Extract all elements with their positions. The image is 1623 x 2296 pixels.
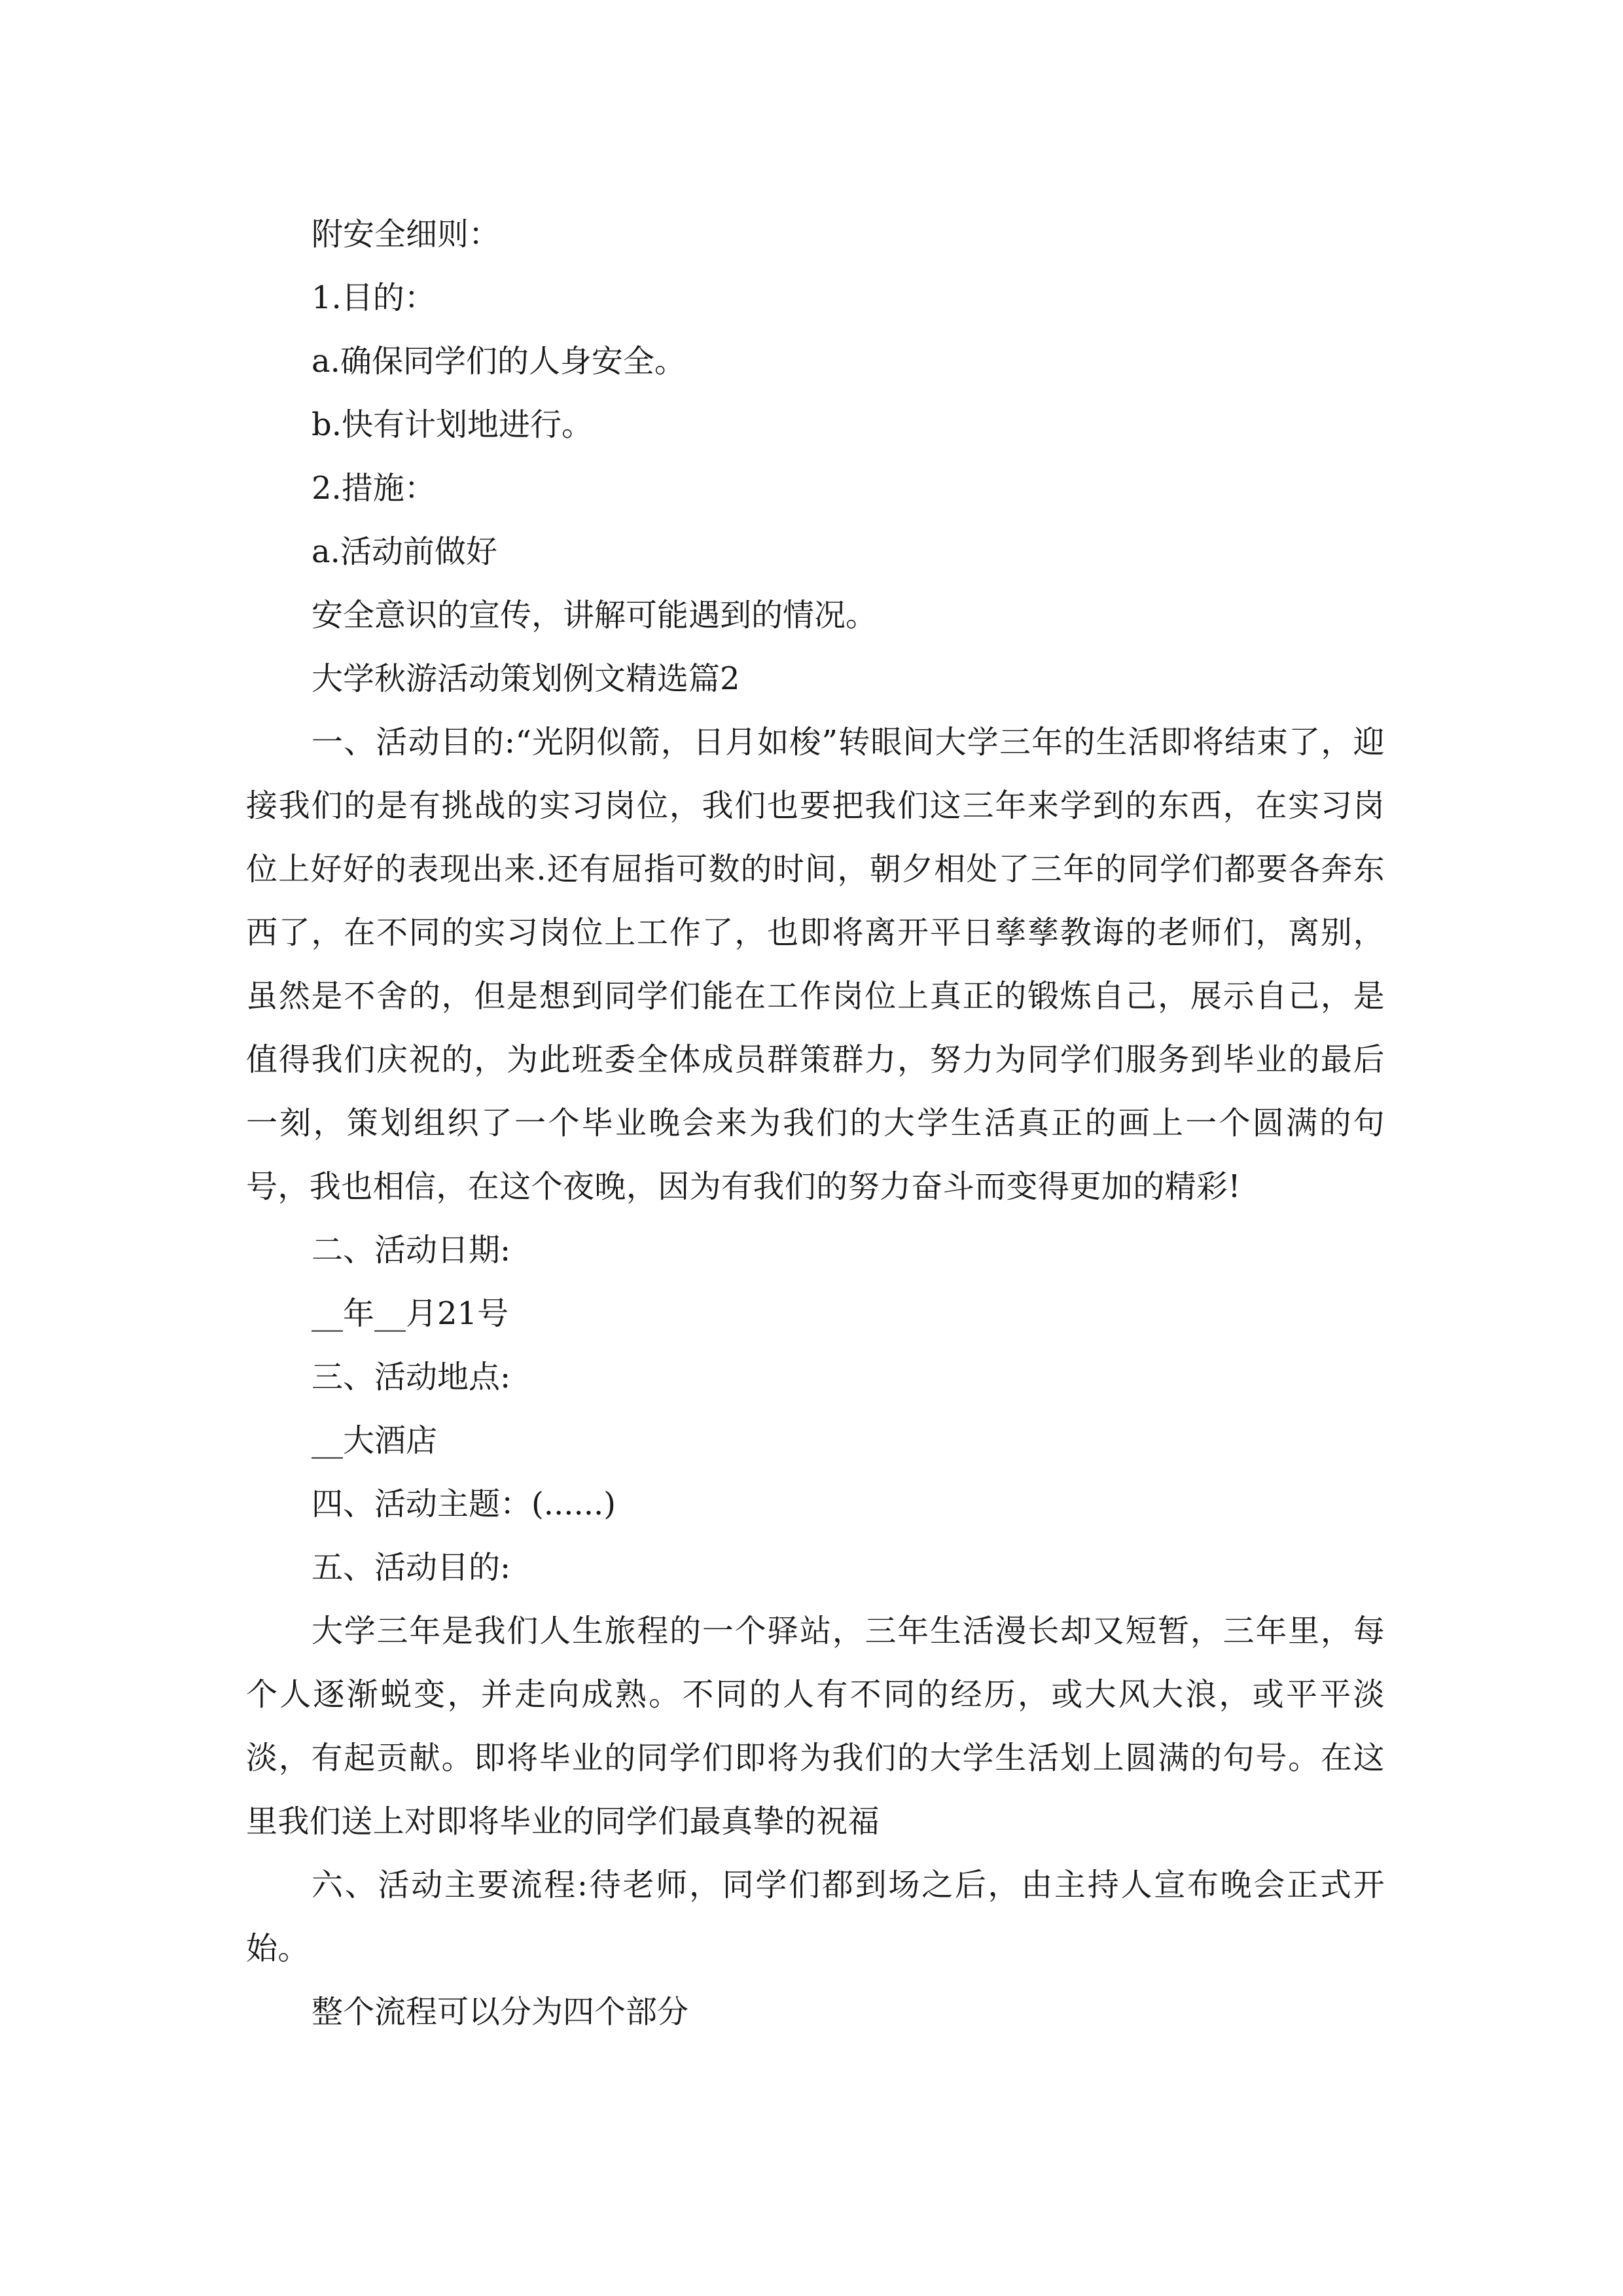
date-heading: 二、活动日期: [312, 1232, 511, 1268]
date-value: __年__月21号 [312, 1295, 509, 1332]
document-body [246, 203, 1385, 2044]
goal-heading: 1.目的： [312, 279, 436, 316]
place-heading: 三、活动地点: [312, 1359, 511, 1395]
place-value: __大酒店 [312, 1422, 438, 1459]
purpose-heading: 五、活动目的: [312, 1549, 511, 1586]
safety-rules-title: 附安全细则： [312, 216, 501, 253]
section-title: 大学秋游活动策划例文精选篇2 [312, 660, 740, 697]
process-paragraph: 六、活动主要流程:待老师，同学们都到场之后，由主持人宣布晚会正式开始。 [246, 1867, 1385, 1967]
final-line: 整个流程可以分为四个部分 [312, 1994, 689, 2030]
purpose-paragraph: 大学三年是我们人生旅程的一个驿站，三年生活漫长却又短暂，三年里，每个人逐渐蜕变，并走向成熟。不同的人有不同的经历，或大风大浪，或平平淡淡，有起贡献。即将毕业的同学们即将为我们的大学生活划上圆满的句号。在这里我们送上对即将毕业的同学们最真挚的祝福 [246, 1613, 1385, 1840]
measures-heading: 2.措施： [312, 470, 436, 507]
measures-item-a: a.活动前做好 [312, 533, 497, 570]
theme-heading: 四、活动主题：(......) [312, 1486, 616, 1522]
activity-purpose-paragraph: 一、活动目的:“光阴似箭，日月如梭”转眼间大学三年的生活即将结束了，迎接我们的是有挑战的实习岗位，我们也要把我们这三年来学到的东西，在实习岗位上好好的表现出来.还有屈指可数的时间，朝夕相处了三年的同学们都要各奔东西了，在不同的实习岗位上工作了，也即将离开平日孳孳教诲的老师们，离别，虽然是不舍的，但是想到同学们能在工作岗位上真正的锻炼自己，展示自己，是值得我们庆祝的，为此班委全体成员群策群力，努力为同学们服务到毕业的最后一刻，策划组织了一个毕业晚会来为我们的大学生活真正的画上一个圆满的句号，我也相信，在这个夜晚，因为有我们的努力奋斗而变得更加的精彩! [246, 724, 1385, 1205]
goal-item-b: b.快有计划地进行。 [312, 406, 593, 443]
measures-item-a-continued: 安全意识的宣传，讲解可能遇到的情况。 [312, 597, 878, 634]
goal-item-a: a.确保同学们的人身安全。 [312, 343, 686, 380]
